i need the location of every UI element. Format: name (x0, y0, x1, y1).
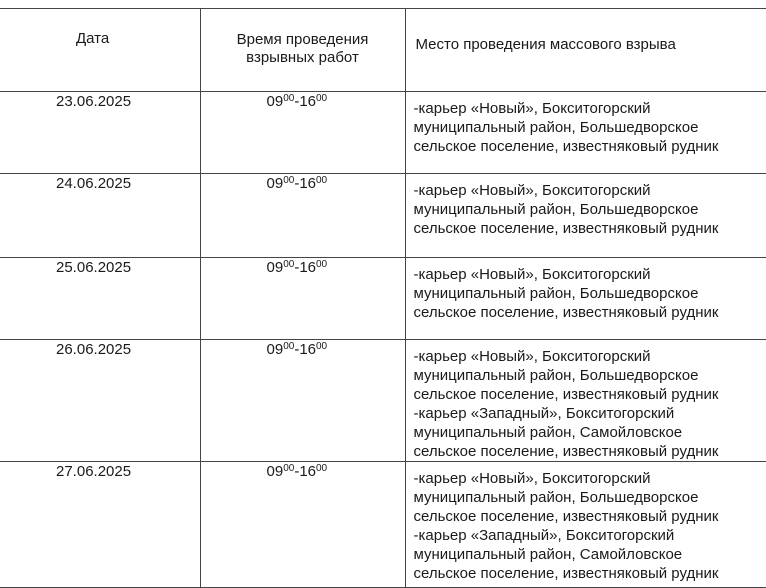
cell-time (200, 462, 405, 588)
time-start-hour: 09 (267, 463, 284, 480)
time-end-hour: 16 (299, 463, 316, 480)
cell-time (200, 174, 405, 258)
place-line: сельское поселение, известняковый рудник (414, 442, 766, 461)
column-header-time (200, 9, 405, 92)
time-start-minutes: 00 (283, 463, 294, 474)
place-line: муниципальный район, Самойловское (414, 423, 766, 442)
place-line: муниципальный район, Самойловское (414, 545, 766, 564)
place-line: муниципальный район, Большедворское (414, 488, 766, 507)
column-header-date (0, 9, 200, 92)
cell-time (200, 258, 405, 340)
time-start-hour: 09 (267, 259, 284, 276)
time-end-minutes: 00 (316, 463, 327, 474)
place-line: -карьер «Новый», Бокситогорский (414, 99, 766, 118)
place-line: сельское поселение, известняковый рудник (414, 385, 766, 404)
cell-date: 24.06.2025 (0, 174, 200, 258)
place-line: -карьер «Западный», Бокситогорский (414, 404, 766, 423)
place-line: -карьер «Новый», Бокситогорский (414, 347, 766, 366)
time-start-hour: 09 (267, 341, 284, 358)
time-end-minutes: 00 (316, 341, 327, 352)
table-row (0, 462, 766, 588)
time-separator: - (294, 341, 299, 358)
cell-place (405, 340, 766, 462)
place-line: -карьер «Западный», Бокситогорский (414, 526, 766, 545)
time-start-minutes: 00 (283, 341, 294, 352)
time-separator: - (294, 175, 299, 192)
cell-date: 26.06.2025 (0, 340, 200, 462)
time-end-hour: 16 (299, 93, 316, 110)
time-end-minutes: 00 (316, 93, 327, 104)
time-start-hour: 09 (267, 93, 284, 110)
cell-place (405, 174, 766, 258)
time-separator: - (294, 93, 299, 110)
cell-time (200, 92, 405, 174)
place-line: сельское поселение, известняковый рудник (414, 219, 766, 238)
table-header-row (0, 9, 766, 92)
blasting-schedule-table (0, 8, 766, 588)
time-end-minutes: 00 (316, 259, 327, 270)
place-line: муниципальный район, Большедворское (414, 118, 766, 137)
cell-date: 23.06.2025 (0, 92, 200, 174)
table-row (0, 258, 766, 340)
place-line: сельское поселение, известняковый рудник (414, 564, 766, 583)
column-header-time-line2: взрывных работ (246, 49, 359, 66)
cell-time (200, 340, 405, 462)
place-line: сельское поселение, известняковый рудник (414, 303, 766, 322)
cell-place (405, 258, 766, 340)
time-start-minutes: 00 (283, 175, 294, 186)
place-line: муниципальный район, Большедворское (414, 366, 766, 385)
time-start-hour: 09 (267, 175, 284, 192)
column-header-date-label: Дата (76, 30, 109, 47)
place-line: муниципальный район, Большедворское (414, 284, 766, 303)
place-line: сельское поселение, известняковый рудник (414, 137, 766, 156)
time-end-minutes: 00 (316, 175, 327, 186)
time-end-hour: 16 (299, 341, 316, 358)
place-line: -карьер «Новый», Бокситогорский (414, 181, 766, 200)
time-separator: - (294, 463, 299, 480)
column-header-place (405, 9, 766, 92)
table-row (0, 92, 766, 174)
time-separator: - (294, 259, 299, 276)
place-line: -карьер «Новый», Бокситогорский (414, 469, 766, 488)
cell-place (405, 462, 766, 588)
cell-place (405, 92, 766, 174)
table-row (0, 340, 766, 462)
time-start-minutes: 00 (283, 259, 294, 270)
place-line: муниципальный район, Большедворское (414, 200, 766, 219)
time-end-hour: 16 (299, 259, 316, 276)
column-header-time-line1: Время проведения (237, 31, 369, 48)
time-start-minutes: 00 (283, 93, 294, 104)
place-line: -карьер «Новый», Бокситогорский (414, 265, 766, 284)
time-end-hour: 16 (299, 175, 316, 192)
cell-date: 27.06.2025 (0, 462, 200, 588)
column-header-place-label: Место проведения массового взрыва (416, 36, 676, 53)
cell-date: 25.06.2025 (0, 258, 200, 340)
table-row (0, 174, 766, 258)
place-line: сельское поселение, известняковый рудник (414, 507, 766, 526)
